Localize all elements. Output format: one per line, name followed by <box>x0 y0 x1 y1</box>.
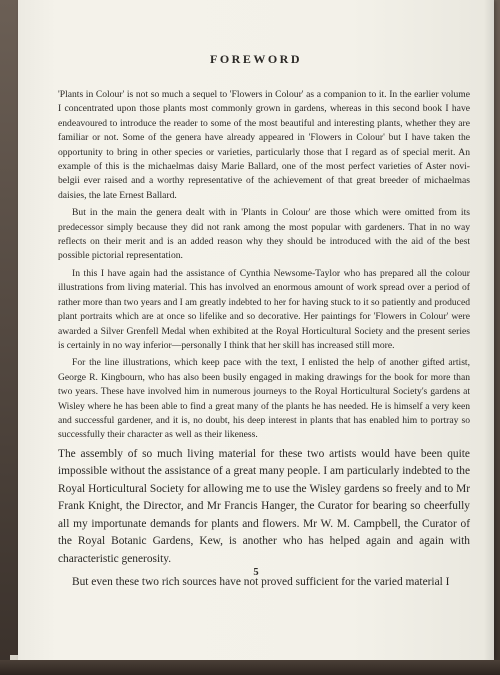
paragraph-2: But in the main the genera dealt with in 'Plants in Colour' are those which were omitted from its predecessor simply because they did not rank among the most popular with gardeners. That in no way reflects on their merit and is an added reason why they should be introduced with the aid of the best possible pictorial representation. <box>58 207 470 262</box>
page-shadow <box>484 0 494 660</box>
book-page <box>18 0 494 660</box>
paragraph-6: But even these two rich sources have not proved sufficient for the varied material I <box>72 576 450 589</box>
paragraph-1: 'Plants in Colour' is not so much a sequel to 'Flowers in Colour' as a companion to it. In the earlier volume I concentrated upon those plants most commonly grown in gardens, whereas in this second book I have endeavoured to introduce the reader to some of the most beautiful and interesting plants, whether they are familiar or not. Some of the genera have already appeared in 'Flowers in Colour' but I have taken the opportunity to bring in other species or varieties, particularly those that I regard as of special merit. An example of this is the michaelmas daisy Marie Ballard, one of the most perfect varieties of Aster novi-belgii ever raised and a worthy representative of the achievement of that great breeder of michaelmas daisies, the late Ernest Ballard. <box>58 89 470 201</box>
paragraph-4: For the line illustrations, which keep pace with the text, I enlisted the help of another gifted artist, George R. Kingbourn, who has also been busily engaged in making drawings for the book for more than two years. These have involved him in numerous journeys to the Royal Horticultural Society's gardens at Wisley where he has been able to find a great many of the plants he has needed. He is himself a very keen and successful gardener, and it is, no doubt, his deep interest in plants that has enabled him to portray so successfully their character as well as their likeness. <box>58 357 470 441</box>
table-surface <box>0 660 500 675</box>
page-heading: FOREWORD <box>210 52 302 66</box>
page-number: 5 <box>253 567 259 578</box>
foreword-text <box>58 88 470 598</box>
paragraph-5: The assembly of so much living material for these two artists would have been quite impossible without the assistance of a great many people. I am particularly indebted to the Royal Horticultural Society for allowing me to use the Wisley gardens so freely and to Mr Frank Knight, the Director, and Mr Francis Hanger, the Curator for bearing so cheerfully all my importunate demands for plants and flowers. Mr W. M. Campbell, the Curator of the Royal Botanic Gardens, Kew, is another who has helped again and again with characteristic generosity. <box>58 447 470 565</box>
paragraph-3: In this I have again had the assistance of Cynthia Newsome-Taylor who has prepared all the colour illustrations from living material. This has involved an enormous amount of work spread over a period of rather more than two years and I am greatly indebted to her for having stuck to it so patiently and produced plant portraits which are at once so lifelike and so decorative. Her paintings for 'Flowers in Colour' were awarded a Silver Grenfell Medal when exhibited at the Royal Horticultural Society and the present series is certainly in no way inferior—personally I think that her skill has increased still more. <box>58 267 470 351</box>
